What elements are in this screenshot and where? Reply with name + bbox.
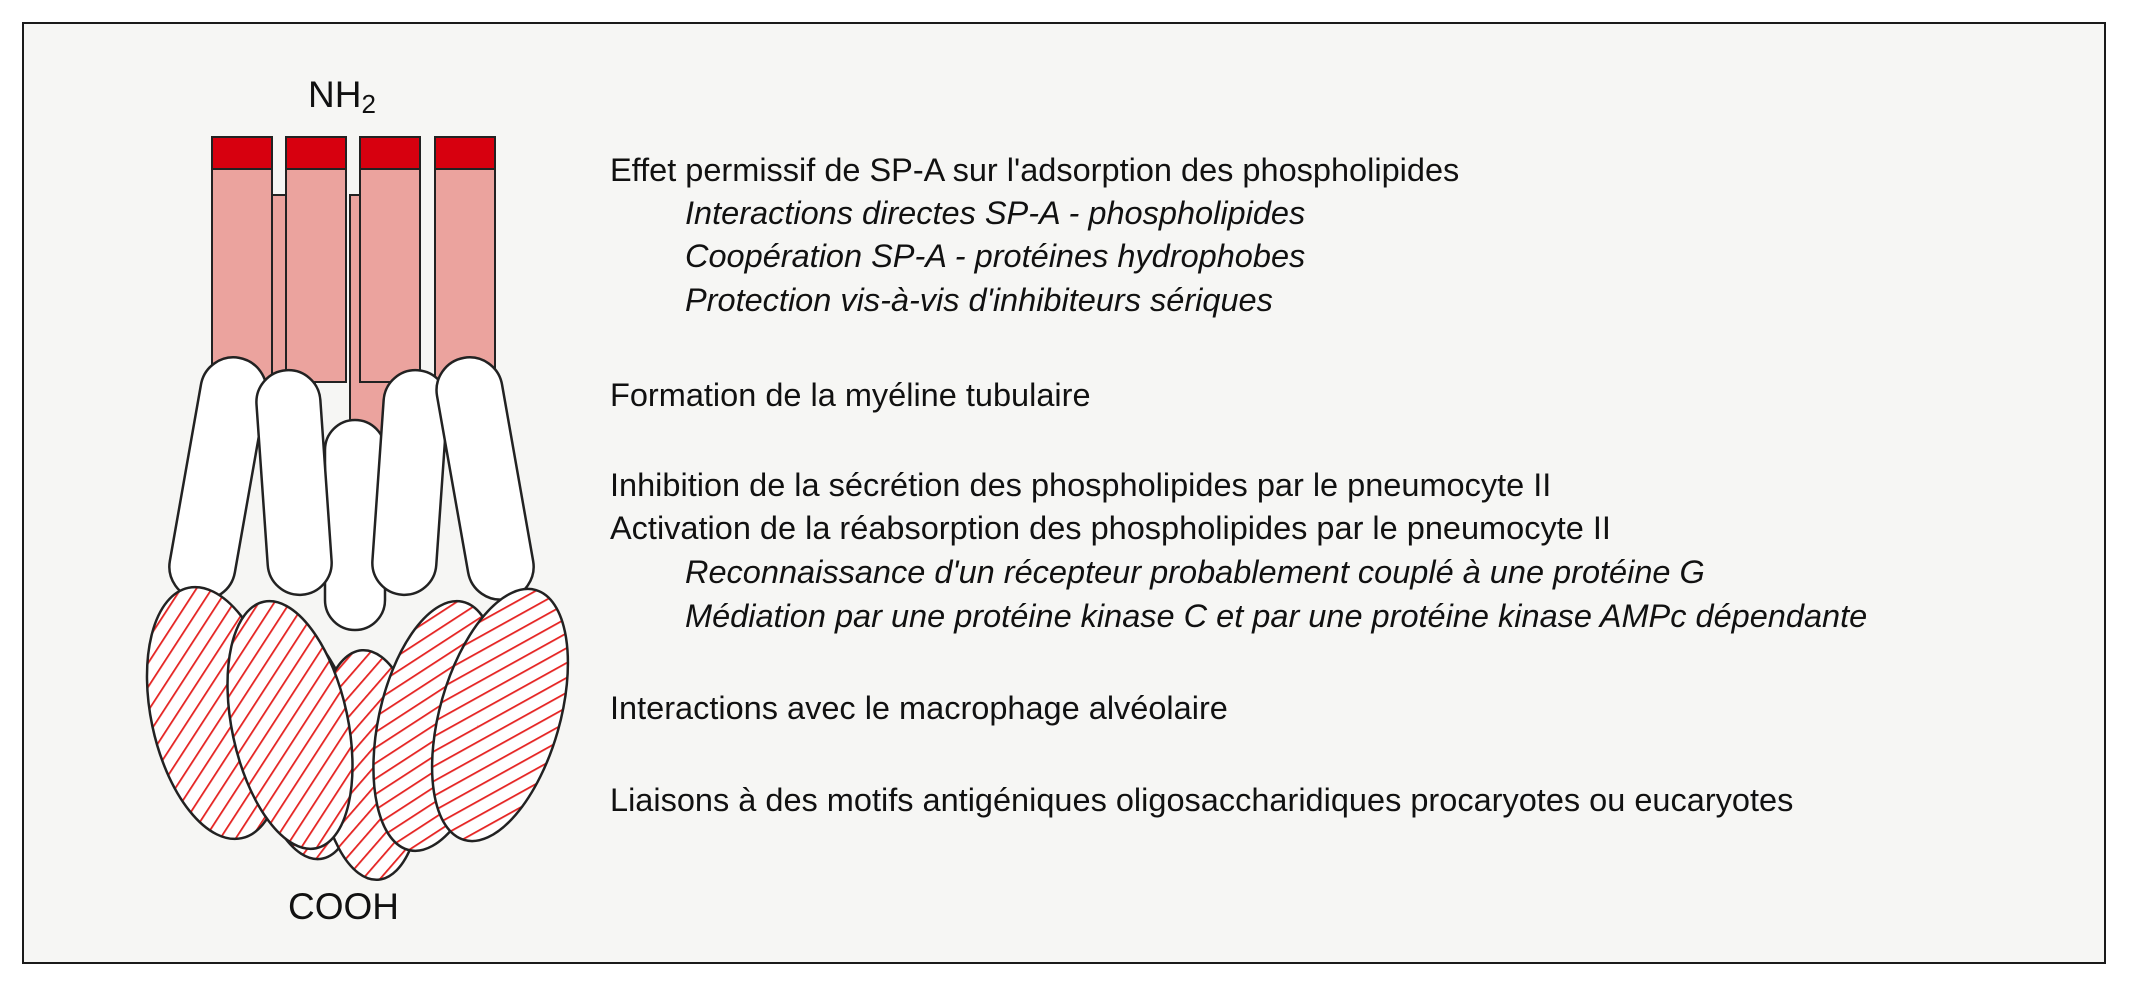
function-detail: Reconnaissance d'un récepteur probablement couplé à une protéine G [685,554,1705,590]
nh2-cap [212,137,272,169]
c-terminus-label: COOH [288,886,399,927]
function-heading: Liaisons à des motifs antigéniques oligosaccharidiques procaryotes ou eucaryotes [610,782,1794,818]
nh2-cap [286,137,346,169]
function-detail: Médiation par une protéine kinase C et par une protéine kinase AMPc dépendante [685,598,1868,634]
function-heading: Formation de la myéline tubulaire [610,377,1091,413]
sp-a-molecule-diagram [0,0,600,988]
function-heading: Inhibition de la sécrétion des phospholipides par le pneumocyte II [610,467,1552,503]
function-heading: Activation de la réabsorption des phospholipides par le pneumocyte II [610,510,1611,546]
nh2-cap [360,137,420,169]
function-detail: Protection vis-à-vis d'inhibiteurs sériques [685,282,1273,318]
n-terminus-label: $NH_2$ [308,74,376,119]
nh2-cap [435,137,495,169]
function-detail: Coopération SP-A - protéines hydrophobes [685,238,1306,274]
function-detail: Interactions directes SP-A - phospholipides [685,195,1306,231]
function-heading: Effet permissif de SP-A sur l'adsorption des phospholipides [610,152,1460,188]
function-heading: Interactions avec le macrophage alvéolaire [610,690,1228,726]
